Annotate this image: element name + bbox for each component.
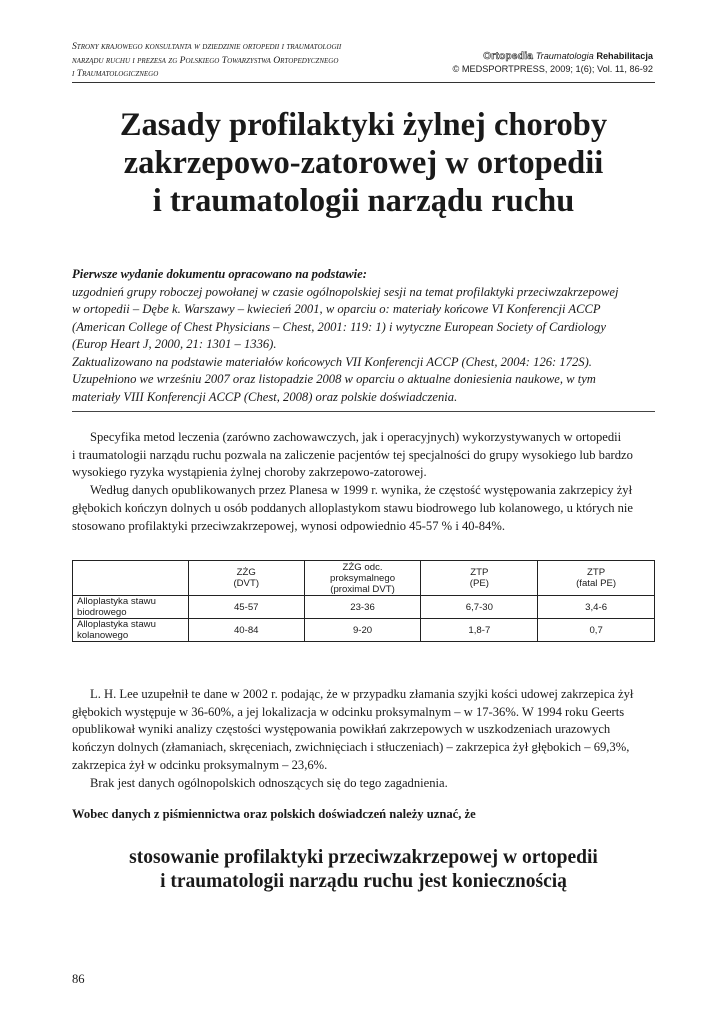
running-header: [72, 40, 472, 81]
table-cell: 1,8-7: [421, 619, 538, 642]
conclusion-statement: [72, 846, 655, 894]
title-line-3: i traumatologii narządu ruchu: [152, 183, 575, 219]
basis-line-7: materiały VIII Konferencji ACCP (Chest, 2008) oraz polskie doświadczenia.: [72, 389, 458, 404]
document-basis-note: [72, 266, 662, 406]
followup-line-1: L. H. Lee uzupełnił te dane w 2002 r. podając, że w przypadku złamania szyjki kości udowej zakrzepica żył: [90, 687, 634, 701]
table-row: [73, 619, 655, 642]
intro-line-3: wysokiego ryzyka wystąpienia żylnej choroby zakrzepowo-zatorowej.: [72, 465, 427, 480]
header-line-3: i Traumatologicznego: [72, 68, 159, 79]
intro-line-6: stosowano profilaktyki przeciwzakrzepowej, wynosi odpowiednio 45-57 % i 40-84%.: [72, 518, 505, 533]
journal-masthead: [453, 50, 653, 76]
column-header-dvt: ZŻG (DVT): [188, 561, 304, 596]
row-label-knee: Alloplastyka stawu kolanowego: [73, 619, 189, 642]
header-divider: [72, 82, 655, 83]
column-header-proximal-dvt: ZŻG odc. proksymalnego (proximal DVT): [304, 561, 421, 596]
basis-heading: Pierwsze wydanie dokumentu opracowano na podstawie:: [72, 267, 367, 281]
intro-paragraphs: [72, 429, 662, 535]
table-cell: 9-20: [304, 619, 421, 642]
conclusion-line-2: i traumatologii narządu ruchu jest koniecznością: [160, 871, 567, 892]
basis-line-4: (Europ Heart J, 2000, 21: 1301 – 1336).: [72, 337, 277, 351]
table-cell: 6,7-30: [421, 596, 538, 619]
intro-line-2: i traumatologii narządu ruchu pozwala na zaliczenie pacjentów tej specjalności do grupy wysokiego lub bardzo: [72, 447, 633, 462]
column-header-pe: ZTP (PE): [421, 561, 538, 596]
table-cell: 23-36: [304, 596, 421, 619]
basis-line-1: uzgodnień grupy roboczej powołanej w czasie ogólnopolskiej sesji na temat profilaktyki przeciwzakrzepowej: [72, 284, 619, 299]
table-cell: 45-57: [188, 596, 304, 619]
journal-name-ortopedia: Ortopedia: [483, 51, 534, 62]
page-number: 86: [72, 972, 85, 986]
journal-name-rehabilitacja: Rehabilitacja: [596, 51, 653, 61]
followup-line-3: opublikował wyniki analizy częstości występowania powikłań zakrzepowych w uszkodzeniach urazowych: [72, 722, 611, 737]
lead-sentence: Wobec danych z piśmiennictwa oraz polskich doświadczeń należy uznać, że: [72, 807, 476, 821]
followup-line-6: Brak jest danych ogólnopolskich odnoszących się do tego zagadnienia.: [90, 775, 448, 790]
table-header-row: [73, 561, 655, 596]
header-line-1: Strony krajowego konsultanta w dziedzinie ortopedii i traumatologii: [72, 41, 342, 52]
followup-paragraphs: [72, 686, 662, 792]
title-line-1: Zasady profilaktyki żylnej choroby: [119, 107, 608, 143]
title-line-2: zakrzepowo-zatorowej w ortopedii: [123, 145, 604, 181]
incidence-table: [72, 560, 655, 642]
article-title: [72, 106, 655, 220]
table-cell: 3,4-6: [538, 596, 655, 619]
basis-line-5: Zaktualizowano na podstawie materiałów końcowych VII Konferencji ACCP (Chest, 2004: 126: 172S).: [72, 354, 592, 369]
conclusion-line-1: stosowanie profilaktyki przeciwzakrzepowej w ortopedii: [129, 847, 598, 868]
intro-line-1: Specyfika metod leczenia (zarówno zachowawczych, jak i operacyjnych) wykorzystywanych w ortopedii: [90, 430, 622, 444]
basis-line-6: Uzupełniono we wrześniu 2007 oraz listopadzie 2008 w oparciu o aktualne doniesienia naukowe, w tym: [72, 372, 596, 386]
followup-line-4: kończyn dolnych (złamaniach, skręceniach, zwichnięciach i stłuczeniach) – zakrzepica żył głębokich – 69,3%,: [72, 740, 630, 755]
table-cell: 0,7: [538, 619, 655, 642]
table-corner-cell: [73, 561, 189, 596]
row-label-hip: Alloplastyka stawu biodrowego: [73, 596, 189, 619]
intro-line-5: głębokich kończyn dolnych u osób poddanych alloplastykom stawu biodrowego lub kolanowego, u których nie: [72, 500, 634, 515]
followup-line-2: głębokich występuje w 36-60%, a jej lokalizacja w odcinku proksymalnym – w 17-36%. W 1994 roku Geerts: [72, 704, 625, 719]
header-line-2: narządu ruchu i prezesa zg Polskiego Towarzystwa Ortopedycznego: [72, 54, 339, 66]
intro-line-4: Według danych opublikowanych przez Planesa w 1999 r. wynika, że częstość występowania zakrzepicy żył: [90, 483, 633, 498]
journal-name-traumatologia: Traumatologia: [535, 51, 594, 61]
table-row: [73, 596, 655, 619]
journal-citation: © MEDSPORTPRESS, 2009; 1(6); Vol. 11, 86-92: [452, 64, 653, 74]
basis-line-3: (American College of Chest Physicians – Chest, 2001: 119: 1) i wytyczne European Society of Cardiology: [72, 319, 606, 334]
section-divider: [72, 411, 655, 412]
column-header-fatal-pe: ZTP (fatal PE): [538, 561, 655, 596]
basis-line-2: w ortopedii – Dębe k. Warszawy – kwiecień 2001, w oparciu o: materiały końcowe VI Konferencji ACCP: [72, 302, 601, 316]
followup-line-5: zakrzepica żył w odcinku proksymalnym – 23,6%.: [72, 757, 328, 772]
table-cell: 40-84: [188, 619, 304, 642]
